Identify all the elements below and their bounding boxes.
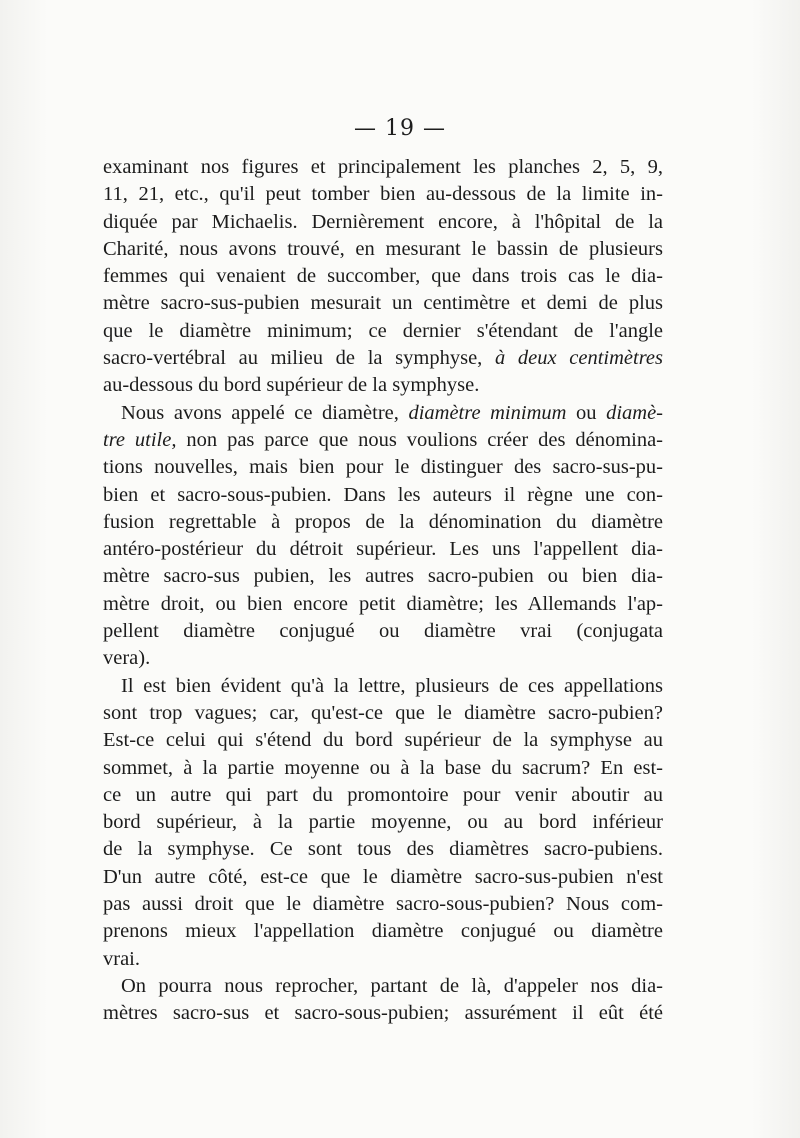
text-line: 11, 21, etc., qu'il peut tomber bien au-dessous de la limite in- xyxy=(103,183,663,206)
text-line: diquée par Michaelis. Dernièrement encore, à l'hôpital de la xyxy=(103,210,663,233)
text-segment: sacro-vertébral au milieu de la symphyse, xyxy=(103,347,483,370)
text-line: bord supérieur, à la partie moyenne, ou au bord inférieur xyxy=(103,811,663,834)
body-text xyxy=(103,154,663,1028)
text-segment: Nous avons appelé ce diamètre, xyxy=(121,401,399,424)
text-line: sommet, à la partie moyenne ou à la base du sacrum? En est- xyxy=(103,756,663,779)
text-line: pas aussi droit que le diamètre sacro-sous-pubien? Nous com- xyxy=(103,893,663,916)
italic-text: diamè- xyxy=(606,401,663,424)
text-line: au-dessous du bord supérieur de la symphyse. xyxy=(103,374,480,397)
text-line xyxy=(103,345,663,372)
text-line: sont trop vagues; car, qu'est-ce que le diamètre sacro-pubien? xyxy=(103,701,663,724)
text-line: prenons mieux l'appellation diamètre conjugué ou diamètre xyxy=(103,920,663,943)
text-line xyxy=(103,427,663,454)
italic-text: à deux centimètres xyxy=(494,347,664,370)
text-line: mètre sacro-sus pubien, les autres sacro-pubien ou bien dia- xyxy=(103,565,663,588)
paragraph-4 xyxy=(103,973,663,1028)
text-line: On pourra nous reprocher, partant de là, d'appeler nos dia- xyxy=(121,974,663,997)
text-segment: ou xyxy=(576,401,597,424)
text-line xyxy=(103,400,663,427)
text-line: mètres sacro-sus et sacro-sous-pubien; assurément il eût été xyxy=(103,1002,663,1025)
text-line: mètre sacro-sus-pubien mesurait un centimètre et demi de plus xyxy=(103,292,663,315)
text-line: vera). xyxy=(103,647,151,670)
italic-text: tre utile, xyxy=(103,428,177,451)
text-line: Charité, nous avons trouvé, en mesurant le bassin de plusieurs xyxy=(103,237,663,260)
text-line: antéro-postérieur du détroit supérieur. Les uns l'appellent dia- xyxy=(103,538,663,561)
paragraph-3 xyxy=(103,673,663,973)
text-segment: non pas parce que nous voulions créer des dénomina- xyxy=(186,428,664,451)
text-line: que le diamètre minimum; ce dernier s'étendant de l'angle xyxy=(103,319,663,342)
text-line: pellent diamètre conjugué ou diamètre vrai (conjugata xyxy=(103,620,663,643)
paragraph-1 xyxy=(103,154,663,400)
paragraph-2 xyxy=(103,400,663,673)
text-line: Est-ce celui qui s'étend du bord supérieur de la symphyse au xyxy=(103,729,663,752)
text-line: examinant nos figures et principalement les planches 2, 5, 9, xyxy=(103,156,663,178)
italic-text: diamètre minimum xyxy=(408,401,567,424)
text-line: ce un autre qui part du promontoire pour venir aboutir au xyxy=(103,783,663,806)
text-line: Il est bien évident qu'à la lettre, plusieurs de ces appellations xyxy=(121,674,663,697)
page-number: — 19 — xyxy=(354,116,446,141)
text-line: mètre droit, ou bien encore petit diamètre; les Allemands l'ap- xyxy=(103,592,663,615)
text-line: de la symphyse. Ce sont tous des diamètres sacro-pubiens. xyxy=(103,838,663,861)
text-line: tions nouvelles, mais bien pour le distinguer des sacro-sus-pu- xyxy=(103,456,663,479)
text-line: D'un autre côté, est-ce que le diamètre sacro-sus-pubien n'est xyxy=(103,865,663,888)
text-line: fusion regrettable à propos de la dénomination du diamètre xyxy=(103,510,663,533)
text-line: femmes qui venaient de succomber, que dans trois cas le dia- xyxy=(103,265,663,288)
text-line: vrai. xyxy=(103,947,140,970)
text-line: bien et sacro-sous-pubien. Dans les auteurs il règne une con- xyxy=(103,483,663,506)
